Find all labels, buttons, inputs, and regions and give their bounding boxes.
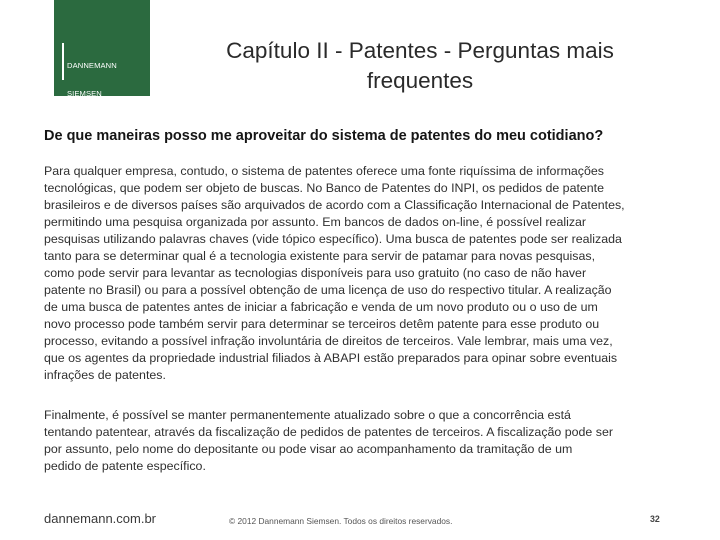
paragraph-line: patente no Brasil) ou para a possível obtenção de uma licença de uso do respectivo titular. A realização <box>44 283 612 297</box>
slide-title-line: Capítulo II - Patentes - Perguntas mais <box>226 38 614 63</box>
logo-line: DANNEMANN <box>67 60 117 70</box>
paragraph-line: pedido de patente específico. <box>44 459 206 473</box>
footer-website: dannemann.com.br <box>44 511 157 526</box>
paragraph-line: novo processo pode também servir para determinar se terceiros detêm patente para esse produto ou <box>44 317 600 331</box>
company-logo <box>54 0 150 155</box>
logo-text <box>67 42 139 174</box>
paragraph-line: como pode servir para levantar as tecnologias disponíveis para uso gratuito (no caso de não haver <box>44 266 587 280</box>
logo-line: BIGLER & <box>67 117 103 127</box>
paragraph-line: pesquisas utilizando palavras chaves (vide tópico específico). Uma busca de patentes pode ser realizada <box>44 232 622 246</box>
question-heading: De que maneiras posso me aproveitar do sistema de patentes do meu cotidiano? <box>44 128 604 144</box>
paragraph-line: infrações de patentes. <box>44 368 166 382</box>
logo-line: SIEMSEN <box>67 89 102 99</box>
paragraph-line: brasileiros e de diversos países são arquivados de acordo com a Classificação Internacional de Patentes, <box>44 198 625 212</box>
paragraph-line: de uma busca de patentes antes de iniciar a fabricação e venda de um novo produto ou o uso de um <box>44 300 598 314</box>
logo-accent-bar <box>62 43 64 80</box>
footer-copyright: © 2012 Dannemann Siemsen. Todos os direitos reservados. <box>229 516 453 526</box>
page-number: 32 <box>650 514 660 524</box>
paragraph-line: que os agentes da propriedade industrial filiados à ABAPI estão preparados para opinar sobre eventuais <box>44 351 618 365</box>
slide-title <box>160 36 680 96</box>
paragraph-line: tanto para se determinar qual é a tecnologia existente para servir de patamar para novas pesquisas, <box>44 249 596 263</box>
answer-paragraph <box>44 163 684 384</box>
paragraph-line: Finalmente, é possível se manter permanentemente atualizado sobre o que a concorrência está <box>44 408 571 422</box>
slide-title-line: frequentes <box>366 68 474 93</box>
paragraph-line: por assunto, pelo nome do depositante ou pode visar ao acompanhamento da tramitação de um <box>44 442 573 456</box>
paragraph-line: tecnológicas, que podem ser objeto de buscas. No Banco de Patentes do INPI, os pedidos de patente <box>44 181 605 195</box>
paragraph-line: tentando patentear, através da fiscalização de pedidos de patentes de terceiros. A fiscalização pode ser <box>44 425 613 439</box>
answer-paragraph-second <box>44 407 684 475</box>
paragraph-line: Para qualquer empresa, contudo, o sistema de patentes oferece uma fonte riquíssima de informações <box>44 164 604 178</box>
logo-line: IPANEMA MOREIRA <box>67 145 140 155</box>
paragraph-line: processo, evitando a possível infração involuntária de direitos de terceiros. Vale lembrar, mais uma vez, <box>44 334 613 348</box>
paragraph-line: permitindo uma pesquisa organizada por assunto. Em bancos de dados on-line, é possível realizar <box>44 215 587 229</box>
